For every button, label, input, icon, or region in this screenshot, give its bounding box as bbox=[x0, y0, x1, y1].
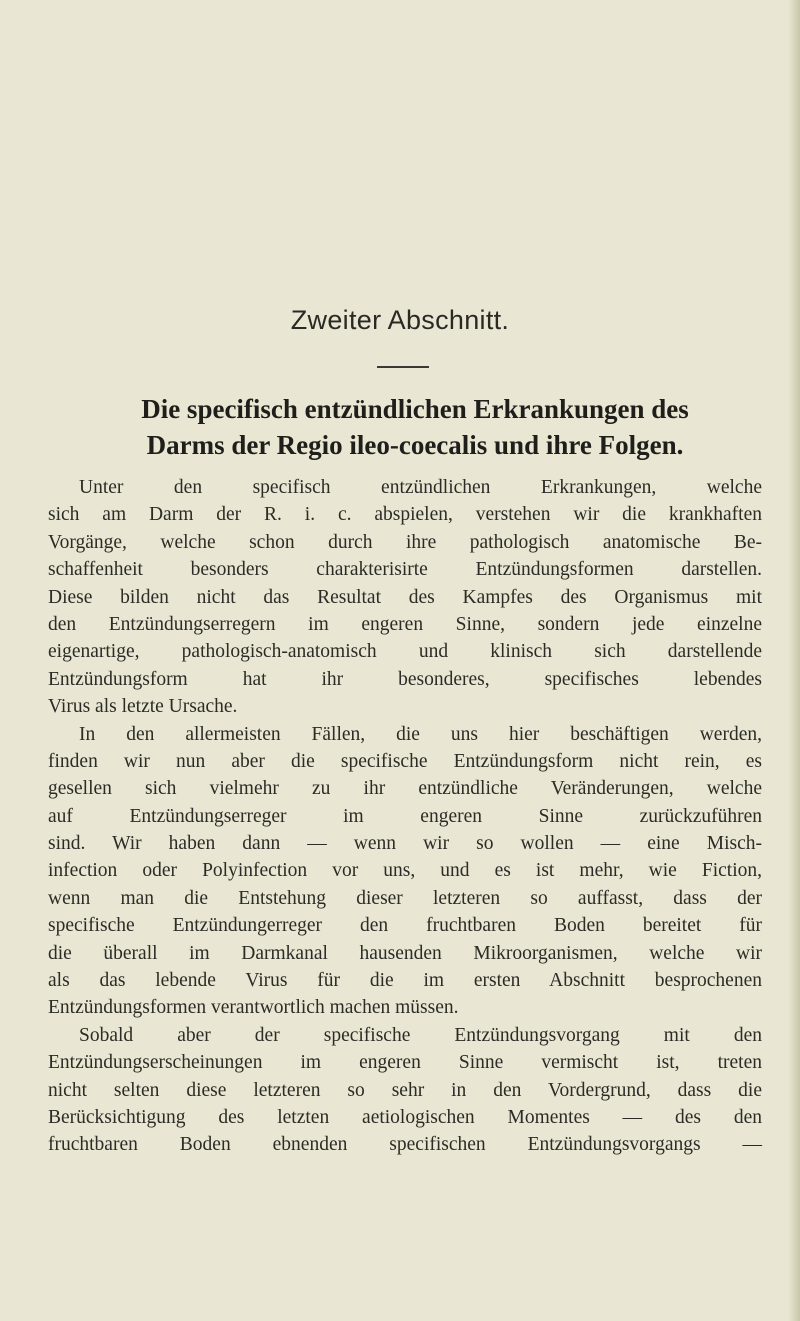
text-line: den Entzündungserregern im engeren Sinne, sondern jede einzelne bbox=[48, 613, 762, 635]
text-line: die überall im Darmkanal hausenden Mikroorganismen, welche wir bbox=[48, 942, 762, 964]
text-line: schaffenheit besonders charakterisirte Entzündungsformen darstellen. bbox=[48, 559, 762, 581]
text-line: specifische Entzündungerreger den fruchtbaren Boden bereitet für bbox=[48, 915, 762, 937]
chapter-title bbox=[40, 391, 790, 463]
text-line: eigenartige, pathologisch-anatomisch und klinisch sich darstellende bbox=[48, 641, 762, 663]
text-line: auf Entzündungserreger im engeren Sinne zurückzuführen bbox=[48, 805, 762, 827]
text-line: sind. Wir haben dann — wenn wir so wollen — eine Misch- bbox=[48, 833, 762, 855]
text-line: fruchtbaren Boden ebnenden specifischen Entzündungsvorgangs — bbox=[48, 1134, 762, 1156]
text-line: Vorgänge, welche schon durch ihre pathologisch anatomische Be- bbox=[48, 531, 762, 553]
text-line: Berücksichtigung des letzten aetiologischen Momentes — des den bbox=[48, 1106, 762, 1128]
text-line: Entzündungserscheinungen im engeren Sinne vermischt ist, treten bbox=[48, 1052, 762, 1074]
text-line: als das lebende Virus für die im ersten Abschnitt besprochenen bbox=[48, 970, 762, 992]
text-line: Diese bilden nicht das Resultat des Kampfes des Organismus mit bbox=[48, 586, 762, 608]
text-line: Virus als letzte Ursache. bbox=[48, 696, 238, 718]
text-line: infection oder Polyinfection vor uns, und es ist mehr, wie Fiction, bbox=[48, 860, 762, 882]
chapter-title-line: Die specifisch entzündlichen Erkrankungen des bbox=[141, 394, 689, 424]
text-line: gesellen sich vielmehr zu ihr entzündliche Veränderungen, welche bbox=[48, 778, 762, 800]
heading-divider bbox=[377, 366, 429, 368]
text-line: wenn man die Entstehung dieser letzteren so auffasst, dass der bbox=[48, 887, 762, 909]
text-line: Unter den specifisch entzündlichen Erkrankungen, welche bbox=[79, 477, 762, 498]
page-edge-shadow bbox=[788, 0, 800, 1321]
chapter-title-line: Darms der Regio ileo-coecalis und ihre Folgen. bbox=[146, 430, 684, 460]
text-line: Entzündungsform hat ihr besonderes, specifisches lebendes bbox=[48, 668, 762, 690]
body-text bbox=[48, 474, 762, 1159]
text-line: Entzündungsformen verantwortlich machen müssen. bbox=[48, 997, 459, 1019]
text-line: Sobald aber der specifische Entzündungsvorgang mit den bbox=[79, 1024, 762, 1046]
text-line: sich am Darm der R. i. c. abspielen, verstehen wir die krankhaften bbox=[48, 504, 762, 526]
text-line: nicht selten diese letzteren so sehr in den Vordergrund, dass die bbox=[48, 1079, 762, 1101]
text-line: In den allermeisten Fällen, die uns hier beschäftigen werden, bbox=[79, 723, 762, 745]
text-line: finden wir nun aber die specifische Entzündungsform nicht rein, es bbox=[48, 750, 762, 772]
section-heading: Zweiter Abschnitt. bbox=[290, 305, 510, 335]
